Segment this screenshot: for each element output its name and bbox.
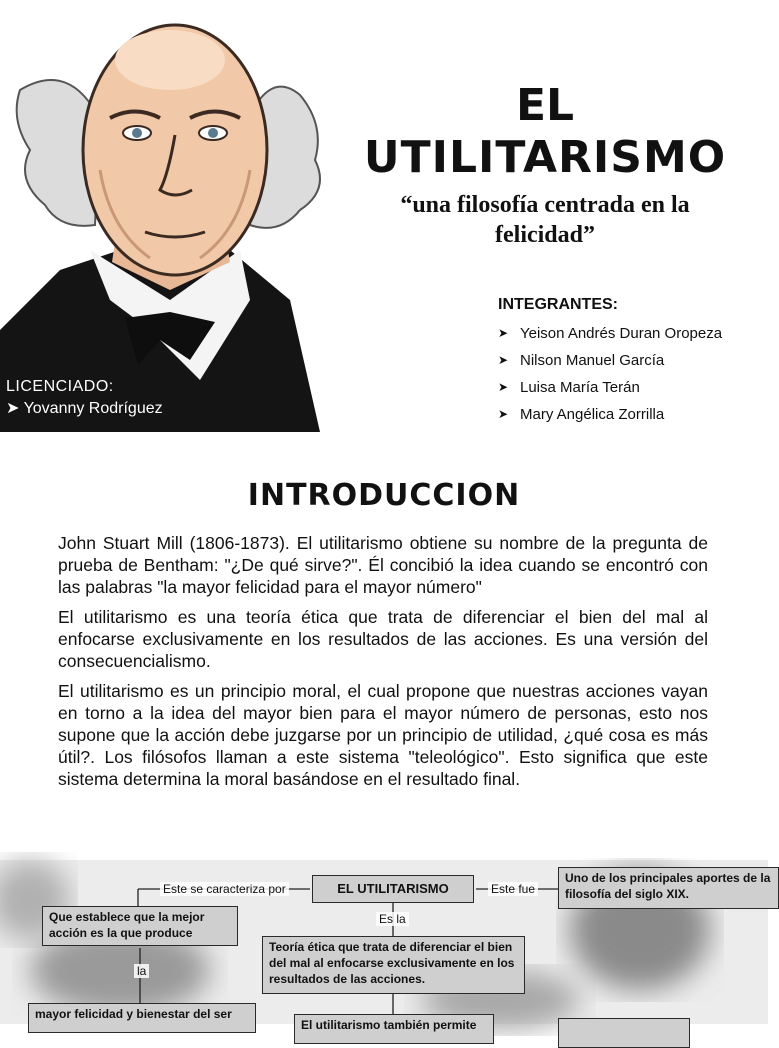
john-stuart-mill-portrait	[0, 0, 330, 432]
integrantes-list	[498, 320, 758, 428]
link-label-la: la	[134, 964, 149, 978]
licenciado-block	[6, 376, 163, 420]
subtitle: “una filosofía centrada en la felicidad”	[400, 192, 690, 248]
map-node-tambien-permite: El utilitarismo también permite	[294, 1014, 494, 1044]
title-line-2: UTILITARISMO	[363, 132, 727, 183]
arrowhead-bullet-icon: ➤	[498, 380, 509, 394]
integrantes-block	[498, 296, 758, 428]
link-label-caracteriza: Este se caracteriza por	[160, 882, 289, 896]
member-name: Nilson Manuel García	[520, 352, 665, 369]
member-name: Mary Angélica Zorrilla	[520, 406, 665, 423]
arrowhead-bullet-icon: ➤	[498, 326, 509, 340]
list-item	[498, 401, 758, 428]
member-name: Yeison Andrés Duran Oropeza	[520, 325, 723, 342]
arrowhead-bullet-icon: ➤	[498, 353, 509, 367]
intro-paragraph-1: John Stuart Mill (1806-1873). El utilitarismo obtiene su nombre de la pregunta de prueba de Bentham: "¿De qué sirve?". Él concibió la idea cuando se encontró con las palabras "la mayor felicidad para el mayor número"	[58, 533, 708, 597]
arrowhead-bullet-icon: ➤	[6, 400, 20, 417]
link-label-este-fue: Este fue	[488, 882, 538, 896]
cover-section	[0, 0, 768, 440]
intro-paragraph-3: El utilitarismo es un principio moral, el cual propone que nuestras acciones vayan en torno a la idea del mayor bien para el mayor número de personas, esto nos supone que la acción debe juzgarse por un principio de utilidad, ¿qué cosa es más útil?. Los filósofos llaman a este sistema "teleológico". Esto significa que este sistema determina la moral basándose en el resultado final.	[58, 681, 708, 789]
list-item	[498, 374, 758, 401]
title-line-1: EL	[515, 80, 575, 131]
integrantes-label: INTEGRANTES:	[498, 296, 618, 313]
intro-paragraph-2: El utilitarismo es una teoría ética que trata de diferenciar el bien del mal al enfocarse exclusivamente en los resultados de las acciones. Es una versión del consecuencialismo.	[58, 607, 708, 671]
map-node-aporte: Uno de los principales aportes de la filosofía del siglo XIX.	[558, 867, 779, 909]
intro-body	[58, 532, 708, 798]
licenciado-label: LICENCIADO:	[6, 378, 114, 395]
map-node-teoria-etica: Teoría ética que trata de diferenciar el bien del mal al enfocarse exclusivamente en los resultados de las acciones.	[262, 936, 525, 994]
intro-title: INTRODUCCION	[247, 478, 521, 513]
list-item	[498, 320, 758, 347]
link-label-es-la: Es la	[376, 912, 409, 926]
licenciado-name-text: Yovanny Rodríguez	[23, 400, 163, 417]
map-node-mayor-felicidad: mayor felicidad y bienestar del ser	[28, 1003, 256, 1033]
map-node-cut-off	[558, 1018, 690, 1048]
arrowhead-bullet-icon: ➤	[498, 407, 509, 421]
licenciado-name	[6, 398, 163, 420]
title-block	[350, 80, 740, 250]
map-node-mejor-accion: Que establece que la mejor acción es la que produce	[42, 906, 238, 946]
list-item	[498, 347, 758, 374]
concept-map	[0, 860, 771, 1032]
map-node-center: EL UTILITARISMO	[312, 875, 474, 903]
member-name: Luisa María Terán	[520, 379, 640, 396]
